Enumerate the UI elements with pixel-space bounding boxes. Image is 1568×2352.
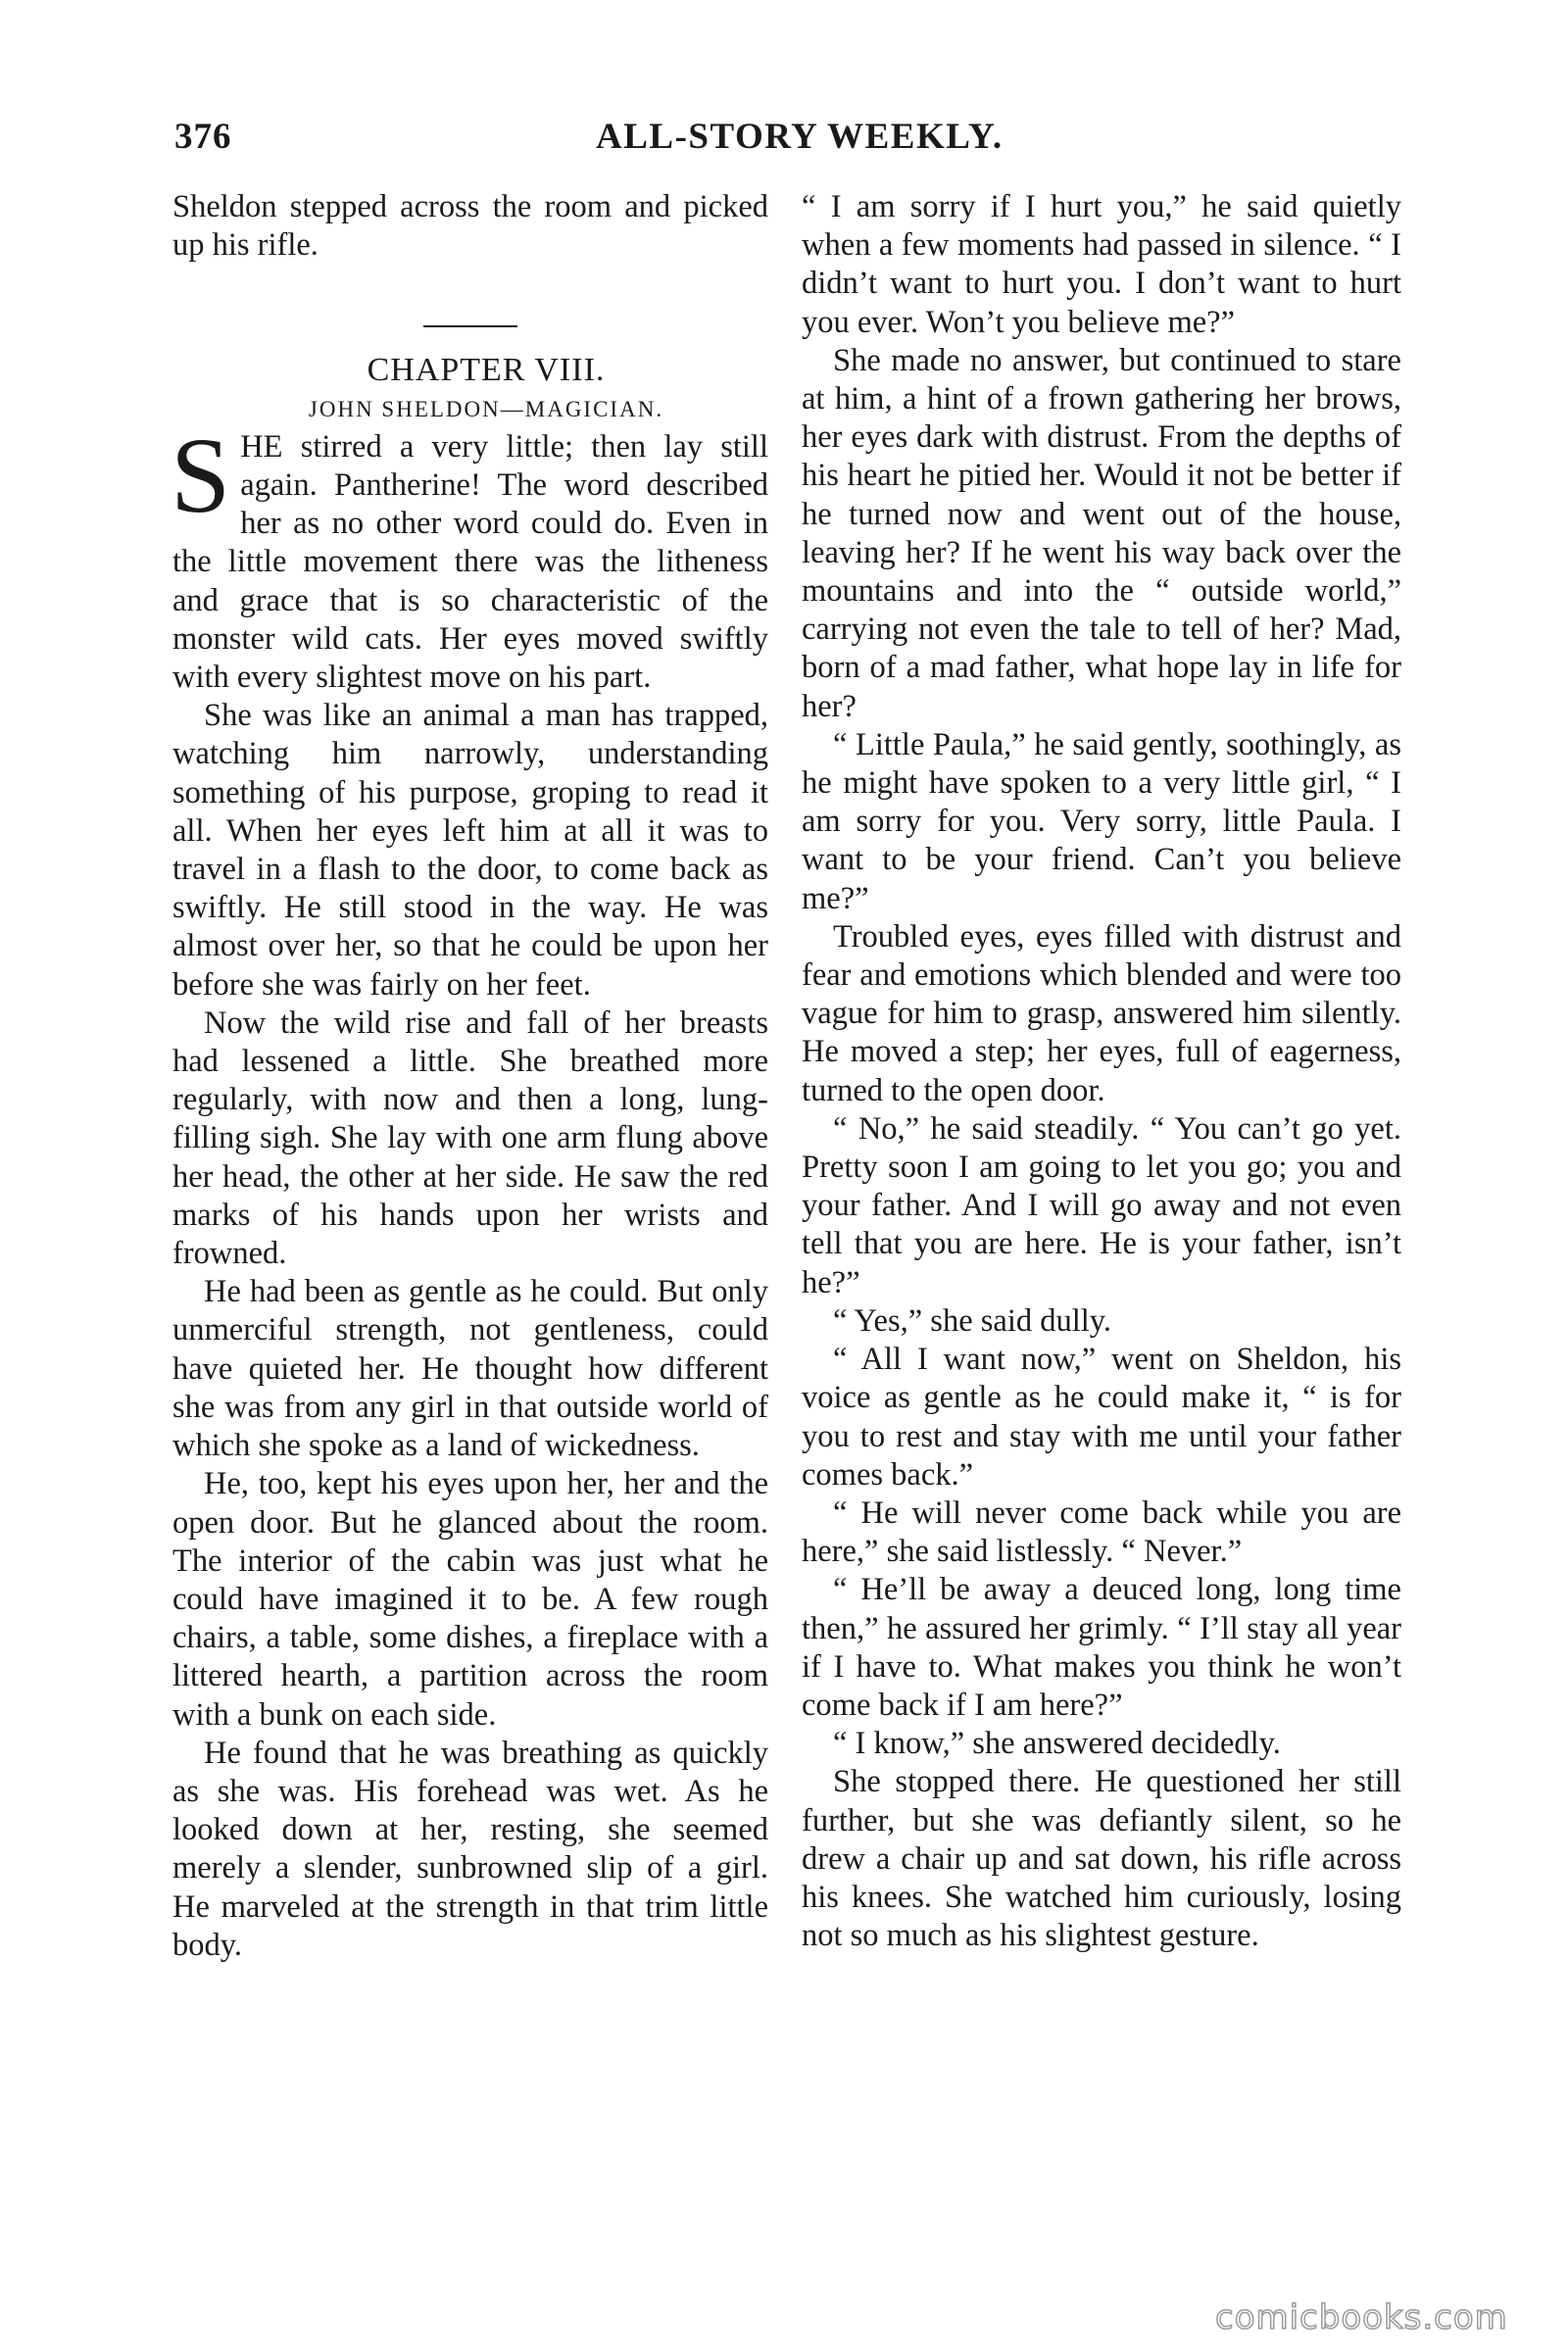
paragraph: She was like an animal a man has trapped, watching him narrowly, understanding something of his purpose, groping to read it all. When her eyes left him at all it was to travel in a flash to the door, to come back as swiftly. He still stood in the way. He was almost over her, so that he could be upon her before she was fairly on her feet. [172, 698, 768, 1003]
paragraph: “ I am sorry if I hurt you,” he said quietly when a few moments had passed in silence. “ I didn’t want to hurt you. I don’t want to hurt you ever. Won’t you believe me?” [802, 189, 1401, 340]
drop-cap: S [171, 415, 231, 535]
page-header [174, 116, 1399, 165]
first-paragraph-text: HE stirred a very little; then lay still again. Pantherine! The word described her as no other word could do. Even in the little movement there was the litheness and grace that is so characteristic of the monster wild cats. Her eyes moved swiftly with every slightest move on his part. [172, 428, 768, 696]
watermark: comicbooks.com [1215, 2298, 1508, 2337]
paragraph: He had been as gentle as he could. But only unmerciful strength, not gentleness, could have quieted her. He thought how different she was from any girl in that outside world of which she spoke as a land of wickedness. [172, 1274, 768, 1464]
paragraph: Now the wild rise and fall of her breasts had lessened a little. She breathed more regularly, with now and then a long, lung-filling sigh. She lay with one arm flung above her head, the other at her side. He saw the red marks of his hands upon her wrists and frowned. [172, 1004, 768, 1272]
right-column [802, 188, 1401, 1955]
chapter-title: CHAPTER VIII. [367, 352, 606, 389]
chapter-subtitle: JOHN SHELDON—MAGICIAN. [308, 396, 664, 421]
paragraph: “ Yes,” she said dully. [833, 1302, 1112, 1339]
paragraph: “ I know,” she answered decidedly. [833, 1726, 1281, 1762]
left-column [172, 188, 768, 1965]
paragraph: He, too, kept his eyes upon her, her and the open door. But he glanced about the room. The interior of the cabin was just what he could have imagined it to be. A few rough chairs, a table, some dishes, a fireplace with a littered hearth, a partition across the room with a bunk on each side. [172, 1466, 768, 1733]
paragraph: “ No,” he said steadily. “ You can’t go yet. Pretty soon I am going to let you go; you and your father. And I will go away and not even tell that you are here. He is your father, isn’t he?” [802, 1110, 1401, 1300]
paragraph: “ All I want now,” went on Sheldon, his voice as gentle as he could make it, “ is for you to rest and stay with me until your father comes back.” [802, 1342, 1401, 1493]
running-head: ALL-STORY WEEKLY. [596, 117, 1004, 157]
paragraph: She stopped there. He questioned her still further, but she was defiantly silent, so he drew a chair up and sat down, his rifle across his knees. She watched him curiously, losing not so much as his slightest gesture. [802, 1764, 1401, 1954]
paragraph: He found that he was breathing as quickly as she was. His forehead was wet. As he looked down at her, resting, she seemed merely a slender, sunbrowned slip of a girl. He marveled at the strength in that trim little body. [172, 1735, 768, 1963]
paragraph: “ Little Paula,” he said gently, soothingly, as he might have spoken to a very little girl, “ I am sorry for you. Very sorry, little Paula. I want to be your friend. Can’t you believe me?” [802, 726, 1401, 916]
opening-paragraph: Sheldon stepped across the room and picked up his rifle. [172, 189, 768, 264]
first-paragraph [171, 415, 768, 697]
section-divider [423, 325, 517, 327]
paragraph: Troubled eyes, eyes filled with distrust and fear and emotions which blended and were too vague for him to grasp, answered him silently. He moved a step; her eyes, full of eagerness, turned to the open door. [802, 918, 1401, 1108]
paragraph: “ He will never come back while you are here,” she said listlessly. “ Never.” [802, 1494, 1401, 1570]
page-number: 376 [174, 117, 232, 157]
paragraph: She made no answer, but continued to stare at him, a hint of a frown gathering her brows, her eyes dark with distrust. From the depths of his heart he pitied her. Would it not be better if he turned now and went out of the house, leaving her? If he went his way back over the mountains and into the “ outside world,” carrying not even the tale to tell of her? Mad, born of a mad father, what hope lay in life for her? [802, 342, 1401, 724]
paragraph: “ He’ll be away a deuced long, long time then,” he assured her grimly. “ I’ll stay all year if I have to. What makes you think he won’t come back if I am here?” [802, 1572, 1401, 1723]
